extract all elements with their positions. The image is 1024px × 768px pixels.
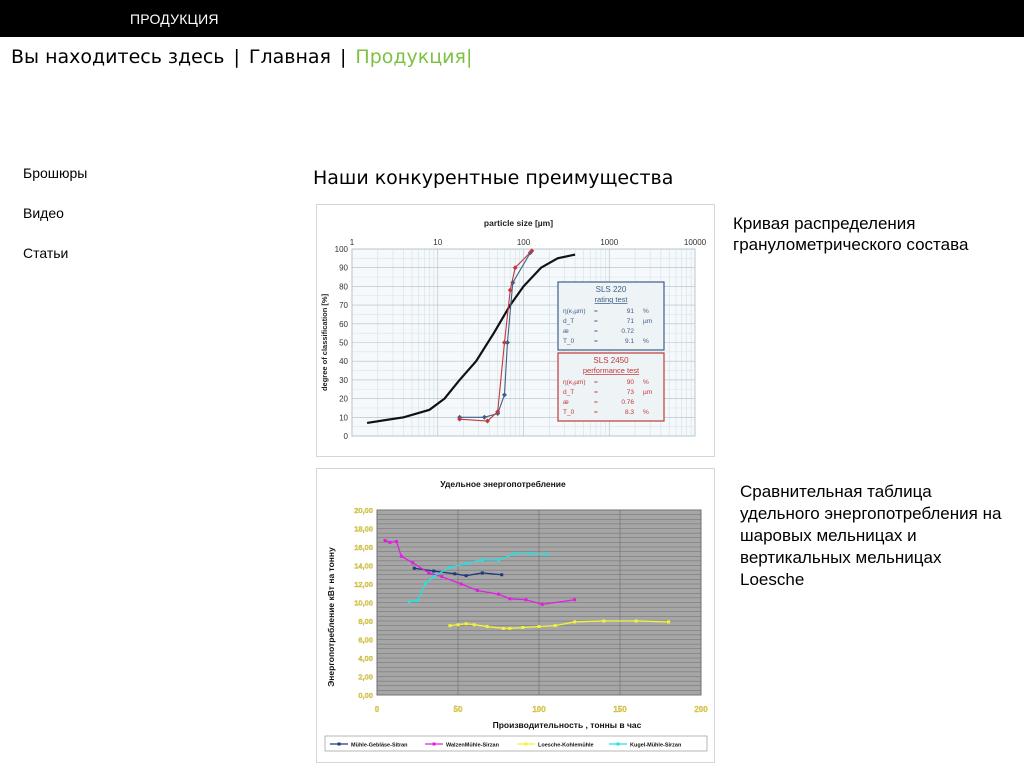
series-point [521,626,524,629]
series-point [525,598,528,601]
series-point [432,570,435,573]
legend-marker [617,743,620,746]
breadcrumb-prefix: Вы находитесь здесь [11,46,225,68]
series-point [497,593,500,596]
series-point [440,575,443,578]
x-axis-title: particle size [µm] [483,218,554,228]
legend-box-title: SLS 2450 [593,356,629,365]
series-point [465,622,468,625]
legend-row-value: 91 [626,308,634,315]
x-tick-label: 10 [433,238,443,247]
legend-row-value: 0.76 [621,399,634,406]
breadcrumb-separator: | [340,46,347,68]
series-point [538,625,541,628]
legend-row-symbol: T_0 [563,409,575,416]
legend-row-value: 8.3 [624,409,634,416]
series-point [602,620,605,623]
legend-row-unit: % [643,409,649,416]
y-tick-label: 18,00 [354,524,373,534]
series-point [667,620,670,623]
x-tick-label: 100 [516,238,531,247]
legend-row-symbol: η(κ₁µm) [563,379,586,386]
series-point [497,558,500,561]
y-tick-label: 10,00 [354,598,373,608]
series-point [460,583,463,586]
y-axis-title: Энергопотребление кВт на тонну [326,547,336,687]
legend-row-symbol: η(κ₁µm) [563,308,586,315]
breadcrumb-separator: | [233,46,240,68]
series-point [481,571,484,574]
series-point [448,624,451,627]
legend-box-subtitle: rating test [594,295,628,304]
breadcrumb-current: Продукция| [355,46,473,68]
series-point [413,567,416,570]
series-point [635,620,638,623]
series-point [465,562,468,565]
series-point [486,625,489,628]
y-tick-label: 12,00 [354,580,373,589]
legend-row-eq: = [594,308,598,315]
x-tick-label: 200 [694,705,708,714]
series-point [465,574,468,577]
legend-row-value: 9.1 [624,338,634,345]
series-point [476,589,479,592]
chart2-caption: Сравнительная таблица удельного энергопотребления на шаровых мельницах и вертикальных мельницах Loesche [740,482,1002,589]
series-point [473,623,476,626]
sidebar-item-video[interactable]: Видео [23,205,64,221]
legend-row-unit: % [643,308,649,315]
x-tick-label: 0 [374,705,380,714]
legend-row-value: 73 [626,389,634,396]
x-tick-label: 1000 [600,238,619,247]
legend-label: Loesche-Kohlemühle [538,742,594,749]
series-point [424,582,427,585]
particle-size-chart-frame [316,204,715,457]
series-point [411,561,414,564]
series-point [384,539,387,542]
breadcrumb-home-link[interactable]: Главная [248,46,331,68]
top-nav-bar [0,0,1024,37]
y-tick-label: 16,00 [354,543,373,552]
chart-title: Удельное энергопотребление [440,479,566,489]
legend-box-subtitle: performance test [582,366,640,375]
series-point [481,558,484,561]
y-tick-label: 60 [339,319,348,329]
legend-row-symbol: d_T [563,318,575,325]
y-tick-label: 4,00 [358,654,373,663]
y-tick-label: 6,00 [358,635,373,645]
sidebar-item-brochures[interactable]: Брошюры [23,165,88,181]
legend-marker [338,743,341,746]
y-tick-label: 2,00 [358,672,373,682]
sidebar-item-articles[interactable]: Статьи [23,245,69,261]
y-tick-label: 8,00 [358,617,373,626]
legend-row-unit: % [643,338,649,345]
series-point [513,552,516,555]
legend-row-value: 90 [626,379,634,386]
legend-label: WalzenMühle-Sirzan [446,742,499,749]
series-point [432,575,435,578]
series-point [502,627,505,630]
series-point [457,623,460,626]
y-tick-label: 0 [343,432,348,441]
x-tick-label: 10000 [683,238,707,247]
legend-row-symbol: d_T [563,389,575,396]
y-tick-label: 90 [339,263,348,273]
series-point [554,624,557,627]
x-tick-label: 1 [349,238,355,247]
y-tick-label: 50 [339,338,348,348]
sidebar-nav [23,165,87,285]
y-tick-label: 80 [339,282,348,292]
legend-row-unit: µm [643,318,653,325]
chart1-caption: Кривая распределения гранулометрического состава [733,214,969,254]
y-tick-label: 20 [339,394,348,404]
y-tick-label: 30 [339,375,348,385]
series-point [541,603,544,606]
series-point [508,597,511,600]
legend-marker [525,743,528,746]
legend-row-eq: = [594,399,598,406]
legend-row-symbol: T_0 [563,338,575,345]
series-point [573,598,576,601]
series-point [408,600,411,603]
y-tick-label: 100 [334,245,348,254]
energy-consumption-chart [317,469,714,762]
legend-label: Mühle-Gebläse-Sitran [351,742,408,749]
series-point [508,627,511,630]
series-point [573,620,576,623]
legend-label: Kugel-Mühle-Sirzan [630,742,682,749]
legend-row-eq: = [594,389,598,396]
y-tick-label: 70 [339,301,348,311]
legend-row-symbol: æ [563,399,569,406]
legend-row-value: 0.72 [621,328,634,335]
y-tick-label: 0,00 [358,691,373,700]
series-point [400,555,403,558]
x-tick-label: 150 [613,705,627,714]
y-tick-label: 14,00 [354,561,373,571]
series-point [546,553,549,556]
y-tick-label: 40 [339,357,348,367]
series-point [395,540,398,543]
particle-size-chart [317,205,714,456]
legend-row-unit: µm [643,389,653,396]
legend-row-unit: % [643,379,649,386]
series-point [416,599,419,602]
x-tick-label: 100 [532,705,546,714]
legend-row-eq: = [594,409,598,416]
series-point [453,572,456,575]
x-tick-label: 50 [453,705,463,714]
series-point [500,573,503,576]
y-axis-title: degree of classification [%] [320,293,329,392]
page-title: Наши конкурентные преимущества [313,167,674,189]
legend-row-value: 71 [626,318,634,325]
x-axis-title: Производительность , тонны в час [492,720,642,730]
legend-box-title: SLS 220 [595,285,627,294]
y-tick-label: 20,00 [354,506,373,515]
legend-row-eq: = [594,379,598,386]
legend-row-eq: = [594,338,598,345]
y-tick-label: 10 [339,413,348,423]
energy-consumption-chart-frame [316,468,715,763]
series-point [388,541,391,544]
series-point [427,571,430,574]
legend-marker [433,743,436,746]
legend-row-eq: = [594,328,598,335]
breadcrumb [11,46,472,68]
legend-row-symbol: æ [563,328,569,335]
legend-row-eq: = [594,318,598,325]
series-point [448,566,451,569]
series-point [529,552,532,555]
nav-item-products[interactable]: ПРОДУКЦИЯ [130,11,219,27]
